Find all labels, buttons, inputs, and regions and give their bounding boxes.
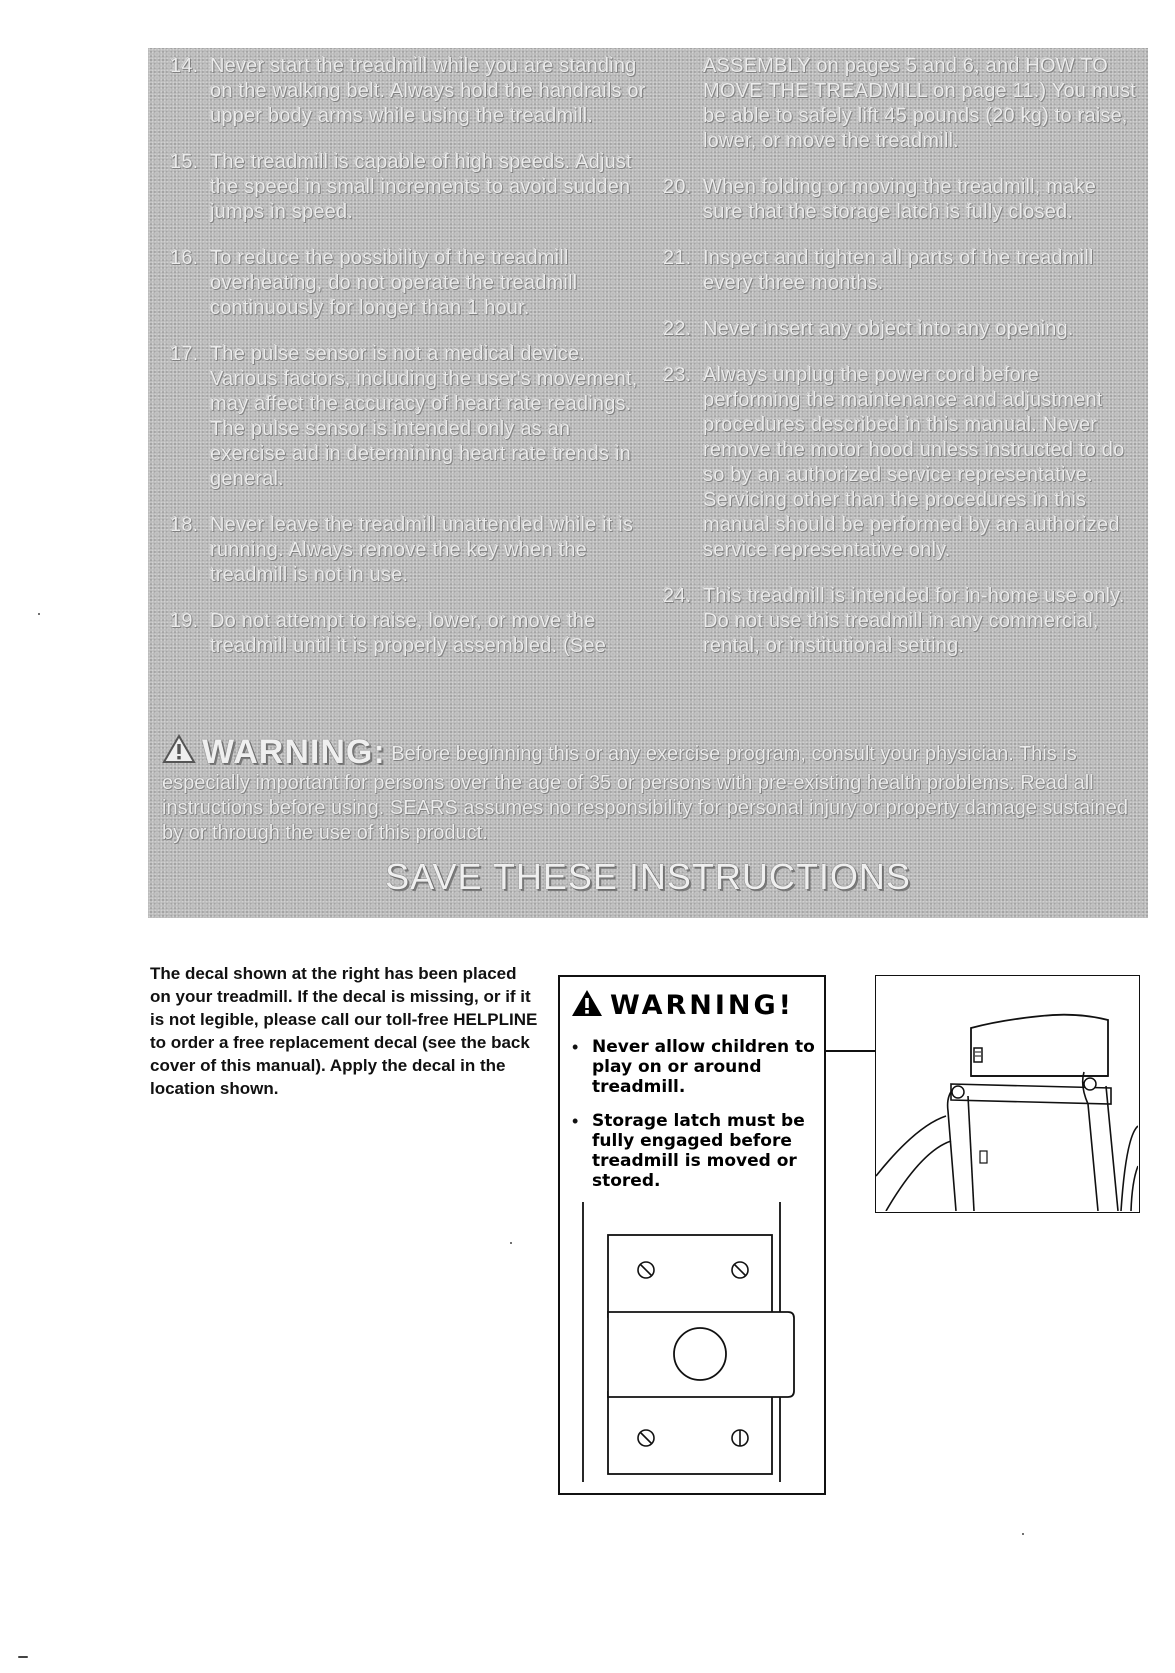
warning-decal: [558, 975, 826, 1495]
decal-bullet-text: Storage latch must be fully engaged before treadmill is moved or stored.: [592, 1111, 805, 1191]
item-text: The treadmill is capable of high speeds. Adjust the speed in small increments to avoid sudden jumps in speed.: [210, 151, 632, 223]
safety-item-14: [170, 54, 650, 129]
item-number: 22.: [663, 318, 692, 340]
warning-text: Before beginning this or any exercise program, consult your physician. This is especially important for persons over the age of 35 or persons with pre-existing health problems. Read all instructions before using. SEARS assumes no responsibility for personal injury or property damage sustained by or through the use of this product.: [162, 743, 1129, 844]
safety-item-18: [170, 513, 650, 588]
warning-triangle-icon: [162, 734, 196, 771]
item-number: 15.: [170, 151, 199, 173]
item-text: Do not attempt to raise, lower, or move the treadmill until it is properly assembled. (See: [210, 610, 607, 657]
warning-heading: WARNING:: [202, 733, 386, 771]
decal-note-paragraph: The decal shown at the right has been placed on your treadmill. If the decal is missing, or if it is not legible, please call our toll-free HELPLINE to order a free replacement decal (see the back cover of this manual). Apply the decal in the location shown.: [150, 964, 538, 1098]
safety-item-20: [663, 175, 1141, 225]
item-text: Inspect and tighten all parts of the treadmill every three months.: [703, 247, 1094, 294]
decal-header: [570, 985, 794, 1025]
decal-bullet: [572, 1037, 818, 1097]
safety-item-19: [170, 609, 650, 659]
safety-item-15: [170, 150, 650, 225]
item-text: Never start the treadmill while you are standing on the walking belt. Always hold the handrails or upper body arms while using the treadmill.: [210, 55, 646, 127]
save-instructions-banner: SAVE THESE INSTRUCTIONS: [385, 856, 911, 897]
item-number: 21.: [663, 247, 692, 269]
warning-triangle-icon: [570, 988, 604, 1023]
item-text: This treadmill is intended for in-home use only. Do not use this treadmill in any commercial, rental, or institutional setting.: [703, 585, 1125, 657]
safety-item-17: [170, 342, 650, 492]
warning-paragraph: [162, 734, 1137, 846]
decal-bullet: [572, 1111, 818, 1191]
item-number: 16.: [170, 247, 199, 269]
item-text: Never insert any object into any opening.: [703, 318, 1074, 340]
item-number: 20.: [663, 176, 692, 198]
scan-speck: [18, 1656, 28, 1658]
safety-item-23: [663, 363, 1141, 563]
safety-item-24: [663, 584, 1141, 659]
item-number: 17.: [170, 343, 199, 365]
safety-panel: [148, 48, 1148, 918]
item-text: When folding or moving the treadmill, make sure that the storage latch is fully closed.: [703, 176, 1097, 223]
item-text: To reduce the possibility of the treadmill overheating, do not operate the treadmill continuously for longer than 1 hour.: [210, 247, 578, 319]
bullet-dot-icon: •: [572, 1111, 579, 1131]
treadmill-illustration: [875, 975, 1140, 1213]
item-text: Always unplug the power cord before performing the maintenance and adjustment procedures described in this manual. Never remove the motor hood unless instructed to do so by an authorized service representative. Servicing other than the procedures in this manual should be performed by an authorized service representative only.: [703, 364, 1125, 561]
decal-bullet-list: [572, 1037, 818, 1205]
item-number: 18.: [170, 514, 199, 536]
item-number: 19.: [170, 610, 199, 632]
item-number: 14.: [170, 55, 199, 77]
scan-speck: [1022, 1533, 1024, 1535]
item-number: 24.: [663, 585, 692, 607]
item-number: 23.: [663, 364, 692, 386]
safety-item-22: [663, 317, 1141, 342]
safety-column-left: [170, 54, 650, 680]
bullet-dot-icon: •: [572, 1037, 579, 1057]
latch-diagram: [580, 1202, 810, 1492]
decal-bullet-text: Never allow children to play on or around treadmill.: [592, 1037, 815, 1097]
item-text: Never leave the treadmill unattended while it is running. Always remove the key when the treadmill is not in use.: [210, 514, 634, 586]
safety-column-right: [663, 54, 1141, 680]
item-text: The pulse sensor is not a medical device. Various factors, including the user's movement, may affect the accuracy of heart rate readings. The pulse sensor is intended only as an exercise aid in determining heart rate trends in general.: [210, 343, 638, 490]
safety-item-21: [663, 246, 1141, 296]
safety-item-19-continuation: ASSEMBLY on pages 5 and 6, and HOW TO MOVE THE TREADMILL on page 11.) You must be able to safely lift 45 pounds (20 kg) to raise, lower, or move the treadmill.: [703, 55, 1137, 152]
decal-heading: WARNING!: [610, 989, 794, 1021]
safety-item-16: [170, 246, 650, 321]
scan-speck: [510, 1242, 512, 1244]
scan-speck: [38, 613, 40, 615]
